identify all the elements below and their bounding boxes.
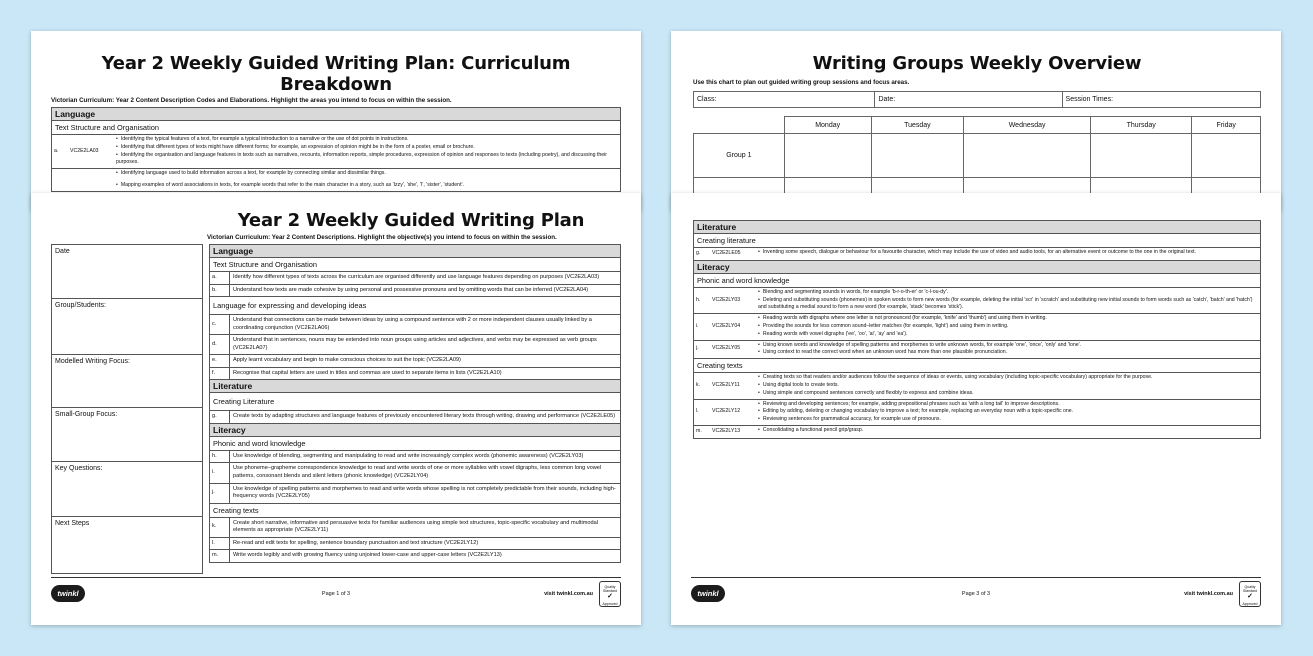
group-cell[interactable] <box>784 134 871 178</box>
twinkl-logo: twinkl <box>51 585 85 602</box>
creating-literature-header: Creating Literature <box>209 393 621 411</box>
elaboration-row: i. VC2E2LY04 • Reading words with digraphs where one letter is not pronounced (for example, 'knife' and 'thumb') and using them in writing. • Providing the sounds for less common sound–letter matches (for example, 'light') and using them in writing. • Reading words with vowel digraphs ('ee', 'oo', 'ai', 'ay' and 'ea'). <box>693 314 1261 340</box>
elaboration-row: l. VC2E2LY12 • Reviewing and developing sentences; for example, adding prepositional phrases such as 'with a long tail' to improve descriptions. • Editing by adding, deleting or changing vocabulary to improve a text; for example, replacing an everyday noun with a topic-specific one. • Reviewing sentences for grammatical accuracy, for example use of pronouns. <box>693 400 1261 426</box>
elaboration-row: j. VC2E2LY05 • Using known words and knowledge of spelling patterns and morphemes to write unknown words, for example 'one', 'once', 'only' and 'lone'. • Using context to read the correct word when an unknown word has more than one plausible pronunciation. <box>693 341 1261 360</box>
objective-row[interactable]: m. Write words legibly and with growing fluency using unjoined lower-case and upper-case letters (VC2E2LY13) <box>209 550 621 563</box>
class-field[interactable]: Class: <box>694 92 875 108</box>
elaboration: • Identifying the typical features of a text, for example a typical introduction to a narrative or the use of dot points in instructions. <box>116 136 617 144</box>
date-field[interactable]: Date: <box>875 92 1062 108</box>
elaboration-row: k. VC2E2LY11 • Creating texts so that readers and/or audiences follow the sequence of ideas or events, using vocabulary (including topic-specific vocabulary) appropriate for the purpose. • Using digital tools to create texts. • Using simple and compound sentences correctly and flexibly to express and combine ideas. <box>693 373 1261 399</box>
row-letter: a. <box>54 147 59 154</box>
breakdown-row-a <box>51 135 621 169</box>
objective-row[interactable]: e. Apply learnt vocabulary and begin to make conscious choices to suit the topic (VC2E2LA09) <box>209 355 621 368</box>
day-monday: Monday <box>784 117 871 134</box>
breakdown-language-header: Language <box>51 107 621 121</box>
plan-title: Year 2 Weekly Guided Writing Plan <box>237 210 585 231</box>
group-students-box[interactable]: Group/Students: <box>52 299 202 355</box>
page-number: Page 3 of 3 <box>961 591 991 597</box>
literacy-header: Literacy <box>209 424 621 437</box>
creating-texts-header: Creating texts <box>209 504 621 518</box>
breakdown-title: Year 2 Weekly Guided Writing Plan: Curriculum Breakdown <box>101 53 571 95</box>
elaboration-row: m. VC2E2LY13 • Consolidating a functional pencil grip/grasp. <box>693 426 1261 439</box>
day-wednesday: Wednesday <box>964 117 1091 134</box>
literature-header: Literature <box>693 220 1261 234</box>
objective-row[interactable]: h. Use knowledge of blending, segmenting and manipulating to read and write increasingly complex words (phonemic awareness) (VC2E2LY03) <box>209 451 621 464</box>
quality-badge-icon: Quality Standard ✓ Approved <box>1239 581 1261 607</box>
language-header: Language <box>209 244 621 258</box>
small-group-box[interactable]: Small-Group Focus: <box>52 408 202 462</box>
weekly-overview-sheet <box>671 31 1281 211</box>
overview-subtitle: Use this chart to plan out guided writing group sessions and focus areas. <box>693 79 910 86</box>
creating-literature-header: Creating literature <box>693 234 1261 248</box>
page-footer <box>691 577 1261 606</box>
elaboration: • Identifying language used to build information across a text, for example by connecting similar and dissimilar things. <box>116 170 617 178</box>
page-footer <box>51 577 621 606</box>
modelled-writing-box[interactable]: Modelled Writing Focus: <box>52 355 202 408</box>
day-tuesday: Tuesday <box>871 117 964 134</box>
plan-objectives <box>209 244 621 574</box>
objective-row[interactable]: d. Understand that in sentences, nouns may be extended into noun groups using articles and adjectives, and verbs may be expressed as verb groups (VC2E2LA07) <box>209 335 621 355</box>
led-header: Language for expressing and developing ideas <box>209 297 621 315</box>
day-friday: Friday <box>1192 117 1261 134</box>
phonic-header: Phonic and word knowledge <box>209 437 621 451</box>
visit-link[interactable]: visit twinkl.com.au <box>544 591 593 597</box>
phonic-header: Phonic and word knowledge <box>693 274 1261 288</box>
plan-left-panel <box>51 244 203 574</box>
day-thursday: Thursday <box>1091 117 1192 134</box>
elaboration: • Identifying that different types of texts might have different forms; for example, an expression of opinion might be in the form of a poster, email or brochure. <box>116 144 617 152</box>
visit-link[interactable]: visit twinkl.com.au <box>1184 591 1233 597</box>
tso-header: Text Structure and Organisation <box>209 258 621 272</box>
elaboration: • Mapping examples of word associations in texts, for example words that refer to the main character in a story, such as 'Izzy', 'she', 'I', 'sister', 'student'. <box>116 182 617 190</box>
creating-texts-header: Creating texts <box>693 359 1261 373</box>
twinkl-logo: twinkl <box>691 585 725 602</box>
key-questions-box[interactable]: Key Questions: <box>52 462 202 517</box>
objective-row[interactable]: a. Identify how different types of texts across the curriculum are organised differently and use language features depending on purposes (VC2E2LA03) <box>209 272 621 285</box>
objective-row[interactable]: j. Use knowledge of spelling patterns and morphemes to read and write words whose spelling is not completely predictable from their sounds, including high-frequency words (VC2E2LY05) <box>209 484 621 504</box>
elaboration: • Identifying the organisation and language features in texts such as narratives, recounts, information reports, simple procedures, expression of opinion and responses to texts (including poetry), and discussing their purposes. <box>116 152 617 168</box>
guided-writing-plan-sheet <box>31 193 641 625</box>
literacy-header: Literacy <box>693 261 1261 274</box>
literature-header: Literature <box>209 380 621 393</box>
quality-badge-icon: Quality Standard ✓ Approved <box>599 581 621 607</box>
next-steps-box[interactable]: Next Steps <box>55 520 90 527</box>
elaboration-row: h. VC2E2LY03 • Blending and segmenting sounds in words, for example 'b-r-o-th-er' or 'c-l-ou-dy'. • Deleting and substituting sounds (phonemes) in spoken words to form new words (for example, deleting the initial 'scr' in 'scratch' and substituting new initial sounds to form words such as 'catch', 'batch' and 'hatch') and substituting a medial sound to form a new word (for example, 'stack' becomes 'stick'). <box>693 288 1261 314</box>
objective-row[interactable]: b. Understand how texts are made cohesive by using personal and possessive pronouns and by omitting words that can be inferred (VC2E2LA04) <box>209 285 621 298</box>
group-cell[interactable] <box>964 134 1091 178</box>
breakdown-row-b <box>51 169 621 192</box>
plan-subtitle: Victorian Curriculum: Year 2 Content Descriptions. Highlight the objective(s) you intend to focus on within the session. <box>207 234 557 241</box>
breakdown-subtitle: Victorian Curriculum: Year 2 Content Description Codes and Elaborations. Highlight the areas you intend to focus on within the session. <box>51 97 452 104</box>
overview-title: Writing Groups Weekly Overview <box>812 53 1142 74</box>
group-cell[interactable] <box>871 134 964 178</box>
objective-row[interactable]: f. Recognise that capital letters are used in titles and commas are used to separate items in lists (VC2E2LA10) <box>209 368 621 381</box>
objective-row[interactable]: c. Understand that connections can be made between ideas by using a compound sentence with 2 or more independent clauses usually linked by a coordinating conjunction (VC2E2LA06) <box>209 315 621 335</box>
objective-row[interactable]: g. Create texts by adapting structures and language features of previously encountered literary texts through writing, drawing and performance (VC2E2LE05) <box>209 411 621 424</box>
session-times-field[interactable]: Session Times: <box>1062 92 1260 108</box>
group-1-label: Group 1 <box>694 134 785 178</box>
objective-row[interactable]: k. Create short narrative, informative and persuasive texts for familiar audiences using simple text structures, topic-specific vocabulary and multimodal elements as appropriate (VC2E2LY11) <box>209 518 621 538</box>
page-number: Page 1 of 3 <box>321 591 351 597</box>
objective-row[interactable]: l. Re-read and edit texts for spelling, sentence boundary punctuation and text structure (VC2E2LY12) <box>209 538 621 551</box>
breakdown-tso-header: Text Structure and Organisation <box>51 121 621 135</box>
elaboration-row: g. VC2E2LE05 • Inventing some speech, dialogue or behaviour for a favourite character, which may include the use of video and audio tools, for an alternative event or outcome to the one in the original text. <box>693 248 1261 261</box>
curriculum-page-3-sheet <box>671 193 1281 625</box>
objective-row[interactable]: i. Use phoneme–grapheme correspondence knowledge to read and write words of one or more syllables with vowel digraphs, less common long vowel patterns, consonant blends and silent letters (phonic knowledge) (VC2E2LY04) <box>209 463 621 483</box>
group-cell[interactable] <box>1192 134 1261 178</box>
row-code: VC2E2LA03 <box>70 147 99 154</box>
date-box[interactable]: Date <box>52 245 202 299</box>
curriculum-breakdown-sheet <box>31 31 641 211</box>
group-cell[interactable] <box>1091 134 1192 178</box>
